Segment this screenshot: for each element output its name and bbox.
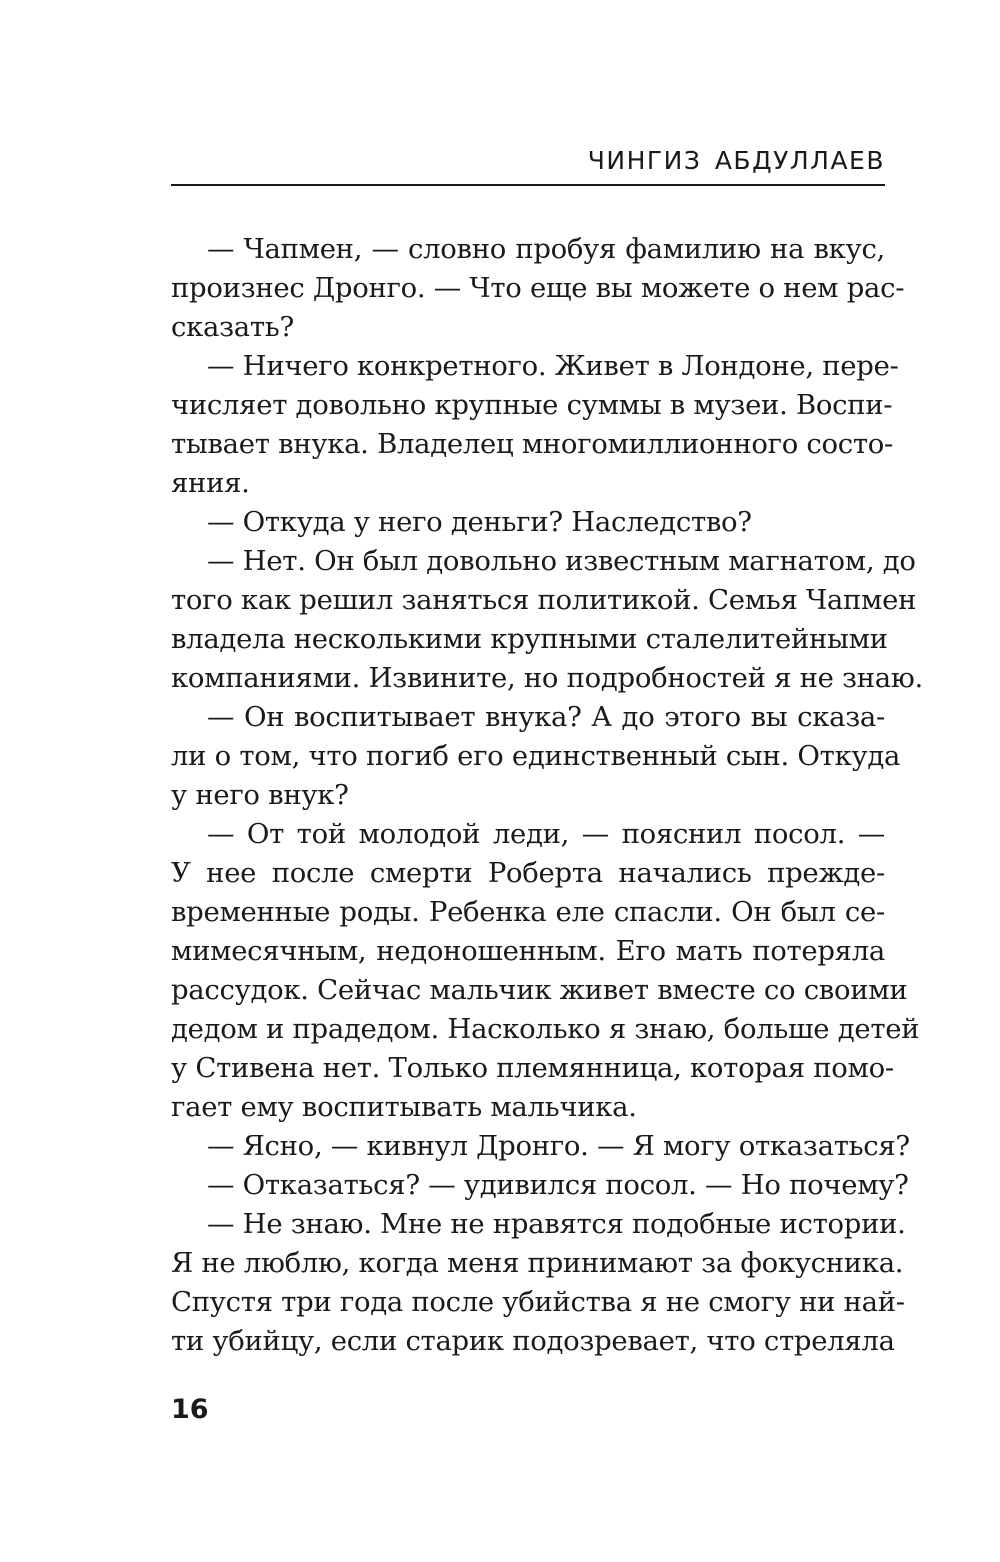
text-line: — Не знаю. Мне не нравятся подобные истории. [207, 1208, 906, 1240]
text-line: компаниями. Извините, но подробностей я не знаю. [171, 662, 923, 694]
text-line: произнес Дронго. — Что еще вы можете о нем рас- [171, 272, 905, 304]
text-line: тывает внука. Владелец многомиллионного состо- [171, 428, 894, 460]
text-line: Я не люблю, когда меня принимают за фокусника. [171, 1247, 904, 1279]
header-rule [171, 184, 885, 186]
text-line: яния. [171, 467, 250, 499]
text-line: сказать? [171, 311, 294, 343]
text-line: У нее после смерти Роберта начались прежде- [171, 857, 885, 889]
text-line: Спустя три года после убийства я не смогу ни най- [171, 1286, 905, 1318]
text-line: — Ничего конкретного. Живет в Лондоне, пере- [207, 350, 899, 382]
text-line: дедом и прадедом. Насколько я знаю, больше детей [171, 1013, 920, 1045]
text-line: владела несколькими крупными сталелитейными [171, 623, 888, 655]
running-head-author: ЧИНГИЗ АБДУЛЛАЕВ [587, 146, 885, 175]
text-line: — Ясно, — кивнул Дронго. — Я могу отказаться? [207, 1130, 910, 1162]
text-line: — Чапмен, — словно пробуя фамилию на вкус, [207, 233, 885, 265]
text-line: у него внук? [171, 779, 349, 811]
text-line: — От той молодой леди, — пояснил посол. — [207, 818, 885, 850]
text-line: мимесячным, недоношенным. Его мать потеряла [171, 935, 885, 967]
text-line: — Он воспитывает внука? А до этого вы сказа- [207, 701, 885, 733]
body-text [171, 230, 923, 1361]
text-line: того как решил заняться политикой. Семья Чапмен [171, 584, 917, 616]
text-line: — Отказаться? — удивился посол. — Но почему? [207, 1169, 909, 1201]
text-line: гает ему воспитывать мальчика. [171, 1091, 637, 1123]
page-number: 16 [171, 1394, 209, 1425]
text-line: — Нет. Он был довольно известным магнатом, до [207, 545, 916, 577]
text-line: — Откуда у него деньги? Наследство? [207, 506, 752, 538]
text-line: ти убийцу, если старик подозревает, что стреляла [171, 1325, 895, 1357]
text-line: числяет довольно крупные суммы в музеи. Воспи- [171, 389, 893, 421]
text-line: ли о том, что погиб его единственный сын. Откуда [171, 740, 901, 772]
text-line: рассудок. Сейчас мальчик живет вместе со своими [171, 974, 908, 1006]
text-line: у Стивена нет. Только племянница, которая помо- [171, 1052, 894, 1084]
text-line: временные роды. Ребенка еле спасли. Он был се- [171, 896, 885, 928]
